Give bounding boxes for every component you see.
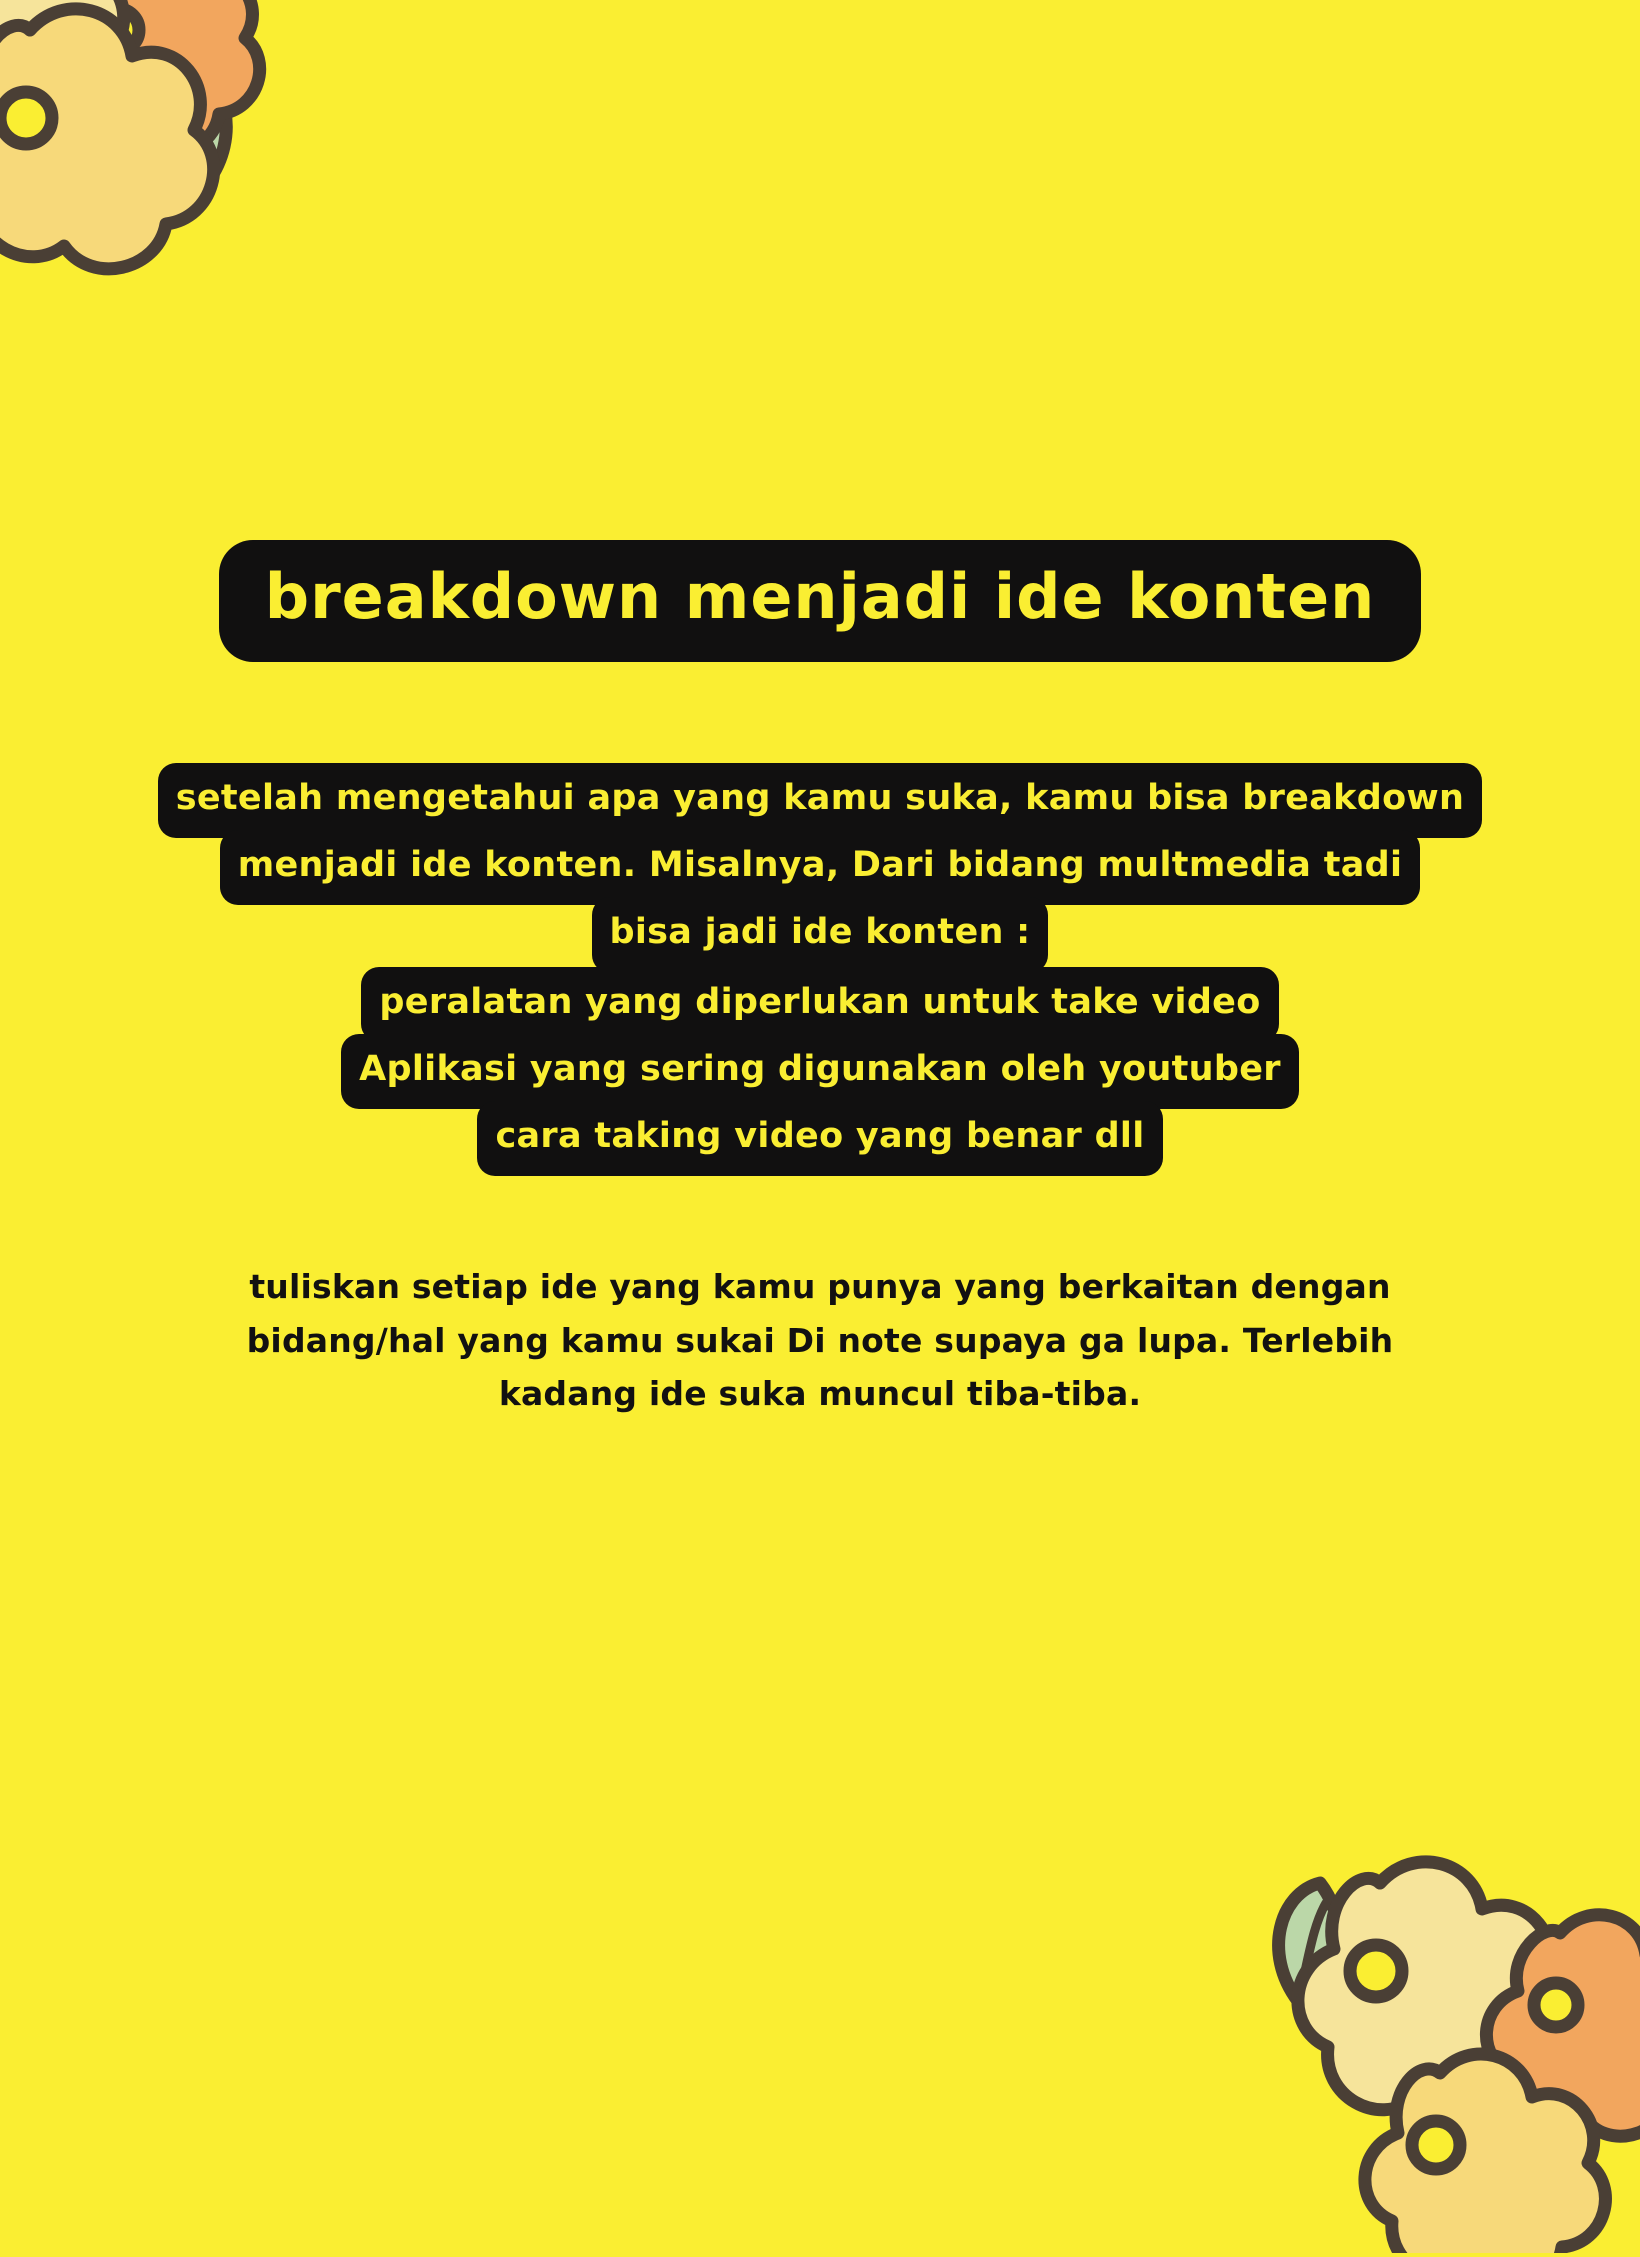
list-item xyxy=(0,1105,1640,1172)
list-item-text: Aplikasi yang sering digunakan oleh youtuber xyxy=(341,1034,1299,1109)
intro-line xyxy=(0,834,1640,901)
intro-line-text: menjadi ide konten. Misalnya, Dari bidang multmedia tadi xyxy=(220,830,1421,905)
intro-line-text: bisa jadi ide konten : xyxy=(592,897,1049,972)
idea-list xyxy=(0,971,1640,1173)
list-item-text: cara taking video yang benar dll xyxy=(477,1101,1162,1176)
page-title: breakdown menjadi ide konten xyxy=(219,540,1422,662)
list-item xyxy=(0,971,1640,1038)
closing-paragraph: tuliskan setiap ide yang kamu punya yang berkaitan dengan bidang/hal yang kamu sukai Di note supaya ga lupa. Terlebih kadang ide suka muncul tiba-tiba. xyxy=(246,1267,1394,1414)
flower-cluster-icon-bottom-right xyxy=(1230,1823,1640,2257)
intro-line xyxy=(0,901,1640,968)
list-item xyxy=(0,1038,1640,1105)
intro-line-text: setelah mengetahui apa yang kamu suka, kamu bisa breakdown xyxy=(158,763,1483,838)
intro-line xyxy=(0,767,1640,834)
intro-paragraph xyxy=(0,767,1640,969)
page-title-wrap xyxy=(0,540,1640,662)
list-item-text: peralatan yang diperlukan untuk take video xyxy=(361,967,1278,1042)
